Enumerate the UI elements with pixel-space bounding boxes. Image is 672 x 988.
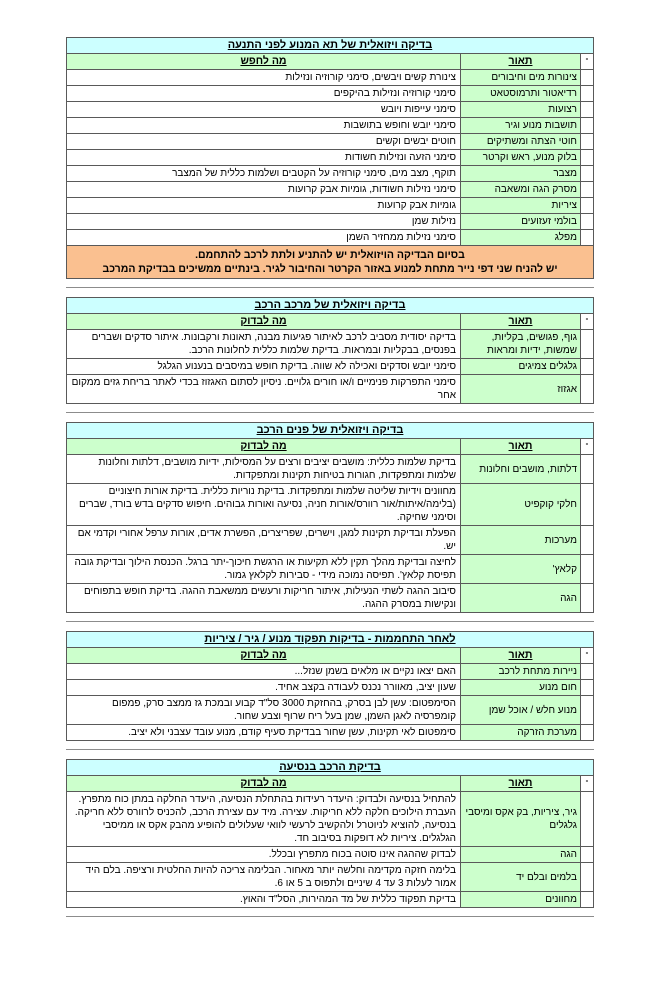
table-row (67, 229, 593, 245)
row-num-cell (580, 182, 593, 197)
table-row (67, 483, 593, 525)
row-label-cell: רצועות (460, 102, 580, 117)
row-desc-cell: סיבוב ההגה לשתי הנעילות, איתור חריקות ורעשים ממשאבת ההגה. בדיקת חופש בתפוחים ונקישות במסרק ההגה. (83, 586, 456, 610)
row-num-cell (580, 330, 593, 358)
row-label-cell: גלגלים צמיגים (460, 359, 580, 374)
note-box (67, 245, 593, 278)
corner-cell: - (580, 314, 593, 329)
table-row (67, 181, 593, 197)
spacer-line (66, 279, 594, 288)
table-row (67, 679, 593, 695)
table-row (67, 525, 593, 554)
row-desc-cell: לחיצה ובדיקת מהלך תקין ללא תקיעות או הרגשת חיכוך-יתר ברגל. הכנסת הילוך ובדיקת גובה תפיסת קלאץ'. תפיסה נמוכה מידי - סבירות לקלאץ גמור. (74, 557, 456, 581)
row-num-cell (580, 359, 593, 374)
row-num-cell (580, 166, 593, 181)
inspection-table (66, 631, 594, 741)
inspection-table (66, 297, 594, 404)
row-num-cell (580, 102, 593, 117)
row-num-cell (580, 526, 593, 554)
table-row (67, 891, 593, 907)
row-desc-cell: סימני התפרקות פנימיים ו/או חורים גלויים. ניסיון לסתום האגזוז בכדי לאתר בריחת גזים ממקום אחר (71, 377, 456, 401)
spacer-line (66, 741, 594, 750)
table-row (67, 149, 593, 165)
table-title: בדיקה ויזואלית של פנים הרכב (67, 423, 593, 438)
row-num-cell (580, 892, 593, 907)
col-header-desc: תאור (460, 439, 580, 454)
table-header-row (67, 647, 593, 663)
row-desc-cell: שעון יציב, מאוורר נכנס לעבודה בקצב אחיד. (275, 682, 456, 693)
corner-cell: - (580, 648, 593, 663)
table-row (67, 329, 593, 358)
row-desc-cell: בדיקת תפקוד כללית של מד המהירות, הסל"ד והאוץ. (240, 894, 456, 905)
row-num-cell (580, 134, 593, 149)
row-desc-cell: בדיקה יסודית מסביב לרכב לאיתור פגיעות מבנה, תאונות ורקבונות. איתור סדקים ושברים בפנסים, בבקליות ובמראות. בדיקת שלמות כללית לחלונות הרכב. (91, 332, 456, 356)
row-num-cell (580, 792, 593, 846)
col-header-check: מה לבדוק (67, 439, 460, 454)
table-row (67, 358, 593, 374)
row-desc-cell: הסימפטום: עשן לבן בסרק, בהחזקת 3000 סל"ד קבוע ובמכת גז ממצב סרק, פמפום קומפרסיה לאגן השמן, שמן בעל ריח שרוף וצבע שחור. (112, 698, 456, 722)
col-header-check: מה לבדוק (67, 776, 460, 791)
row-label-cell: הגה (460, 584, 580, 612)
row-desc-cell: סימפטום לאי תקינות, עשן שחור בבדיקת סעיף קודם, מנוע עובד עצבני ולא יציב. (128, 727, 456, 738)
table-row (67, 117, 593, 133)
row-label-cell: מסרק הגה ומשאבה (460, 182, 580, 197)
row-label-cell: מערכות (460, 526, 580, 554)
col-header-check: מה לבדוק (67, 648, 460, 663)
table-row (67, 85, 593, 101)
inspection-table (66, 37, 594, 279)
row-label-cell: מצבר (460, 166, 580, 181)
row-desc-cell: סימני יובש וסדקים ואכילה לא שווה. בדיקת חופש במיסבים בנענוע הגלגל (157, 361, 456, 372)
table-row (67, 165, 593, 181)
row-desc-cell: גומיות אבק קרועות (377, 200, 456, 211)
row-desc-cell: האם יצאו נקיים או מלאים בשמן שנזל... (294, 666, 456, 677)
row-desc-cell: סימני נזילות ממחזיר השמן (346, 232, 456, 243)
table-row (67, 374, 593, 403)
row-num-cell (580, 375, 593, 403)
table-row (67, 554, 593, 583)
row-label-cell: מפלג (460, 230, 580, 245)
col-header-desc: תאור (460, 648, 580, 663)
table-header-row (67, 438, 593, 454)
inspection-document (66, 37, 594, 917)
row-desc-cell: נזילות שמן (411, 216, 456, 227)
note-line: יש להניח שני דפי נייר מתחת למנוע באזור הקרטר והחיבור לגיר. בינתיים ממשיכים בבדיקת המרכב (102, 263, 558, 275)
col-header-check: מה לבדוק (67, 314, 460, 329)
corner-cell: - (580, 54, 593, 69)
table-row (67, 101, 593, 117)
row-num-cell (580, 198, 593, 213)
col-header-check: מה לחפש (67, 54, 460, 69)
row-num-cell (580, 484, 593, 525)
table-title: בדיקה ויזואלית של מרכב הרכב (67, 298, 593, 313)
row-desc-cell: סימני נזילות חשודות, גומיות אבק קרועות (288, 184, 456, 195)
row-num-cell (580, 847, 593, 862)
table-row (67, 862, 593, 891)
row-desc-cell: סימני הזעה ונזילות חשודות (344, 152, 456, 163)
row-label-cell: מנוע חלש / אוכל שמן (460, 696, 580, 724)
row-label-cell: בולמי זעזועים (460, 214, 580, 229)
table-row (67, 791, 593, 846)
row-desc-cell: מחוונים וידיות שליטה שלמות ומתפקדות. בדיקת נוריות כללית. בדיקת אורות חיצוניים (בלימה/איתות/אור רוורס/אורות חניה, נסיעה ואורות גבוהים. חיפוש סדקים בדש בורד, שברים וסימני שחיקה. (79, 486, 456, 523)
table-row (67, 454, 593, 483)
row-label-cell: תושבות מנוע וגיר (460, 118, 580, 133)
corner-cell: - (580, 776, 593, 791)
row-num-cell (580, 664, 593, 679)
row-label-cell: קלאץ' (460, 555, 580, 583)
row-num-cell (580, 584, 593, 612)
row-label-cell: חוטי הצתה ומשתיקים (460, 134, 580, 149)
table-row (67, 695, 593, 724)
row-num-cell (580, 725, 593, 740)
row-label-cell: ניירות מתחת לרכב (460, 664, 580, 679)
row-desc-cell: סימני יובש וחופש בתושבות (343, 120, 456, 131)
row-desc-cell: תוקף, מצב מים, סימני קורוזיה על הקטבים ושלמות כללית של המצבר (172, 168, 456, 179)
row-desc-cell: הפעלת ובדיקת תקינות למגן, וישרים, שפריצרים, הפשרת אדים, אורות ערפל אחורי וקדמי אם יש. (77, 528, 456, 552)
row-desc-cell: סימני עייפות ויובש (380, 104, 456, 115)
row-num-cell (580, 118, 593, 133)
row-num-cell (580, 455, 593, 483)
table-row (67, 583, 593, 612)
row-label-cell: ציריות (460, 198, 580, 213)
row-desc-cell: לבדוק שההגה אינו סוטה בכוח מתפרץ ובכלל. (268, 849, 456, 860)
col-header-desc: תאור (460, 54, 580, 69)
row-label-cell: הגה (460, 847, 580, 862)
spacer-line (66, 404, 594, 413)
row-label-cell: אגזוז (460, 375, 580, 403)
table-header-row (67, 775, 593, 791)
row-num-cell (580, 86, 593, 101)
row-num-cell (580, 863, 593, 891)
row-desc-cell: בלימה חזקה מקדימה וחלשה יותר מאחור. הבלימה צריכה להיות החלטית ורציפה. בלם היד אמור לעלות 3 עד 4 שיניים ולתפוס ב 5 או 6. (85, 865, 456, 889)
row-label-cell: חלקי קוקפיט (460, 484, 580, 525)
row-label-cell: מערכת הזרקה (460, 725, 580, 740)
table-title: בדיקת הרכב בנסיעה (67, 760, 593, 775)
inspection-table (66, 422, 594, 613)
row-num-cell (580, 555, 593, 583)
note-line: בסיום הבדיקה הויזואלית יש להתניע ולתת לרכב להתחמם. (195, 249, 465, 261)
table-header-row (67, 313, 593, 329)
row-desc-cell: חוטים יבשים וקשים (375, 136, 456, 147)
table-row (67, 213, 593, 229)
row-label-cell: גיר, ציריות, בק אקס ומיסבי גלגלים (460, 792, 580, 846)
table-title: לאחר התחממות - בדיקות תפקוד מנוע / גיר / ציריות (67, 632, 593, 647)
row-label-cell: מחוונים (460, 892, 580, 907)
table-row (67, 846, 593, 862)
row-label-cell: חום מנוע (460, 680, 580, 695)
row-desc-cell: צינורת קשים ויבשים, סימני קורוזיה ונזילות (285, 72, 456, 83)
table-title: בדיקה ויזואלית של תא המנוע לפני התנעה (67, 38, 593, 53)
col-header-desc: תאור (460, 776, 580, 791)
inspection-table (66, 759, 594, 908)
row-num-cell (580, 150, 593, 165)
row-desc-cell: בדיקת שלמות כללית: מושבים יציבים ורצים על המסילות, ידיות מושבים, דלתות וחלונות שלמות ומתפקדות, חגורות בטיחות תקינות ומתפקדות. (98, 457, 456, 481)
spacer-line (66, 908, 594, 917)
table-row (67, 724, 593, 740)
col-header-desc: תאור (460, 314, 580, 329)
row-num-cell (580, 696, 593, 724)
row-label-cell: בלמים ובלם יד (460, 863, 580, 891)
spacer-line (66, 613, 594, 622)
table-row (67, 663, 593, 679)
row-label-cell: צינורות מים וחיבורים (460, 70, 580, 85)
row-num-cell (580, 70, 593, 85)
table-row (67, 69, 593, 85)
row-desc-cell: סימני קורוזיה ונזילות בהיקפים (333, 88, 456, 99)
table-row (67, 197, 593, 213)
row-label-cell: דלתות, מושבים וחלונות (460, 455, 580, 483)
row-label-cell: רדיאטור ותרמוסטאט (460, 86, 580, 101)
row-num-cell (580, 214, 593, 229)
row-label-cell: גוף, פגושים, בקליות, שמשות, ידיות ומראות (460, 330, 580, 358)
row-num-cell (580, 680, 593, 695)
corner-cell: - (580, 439, 593, 454)
table-header-row (67, 53, 593, 69)
row-num-cell (580, 230, 593, 245)
row-label-cell: בלוק מנוע, ראש וקרטר (460, 150, 580, 165)
row-desc-cell: להתחיל בנסיעה ולבדוק: היעדר רעידות בהתחלת הנסיעה, היעדר החלקה במתן כוח מתפרץ. העברת הילוכים חלקה ללא חריקות. עצירה. מיד עם עצירת הרכב, להכניס לרוורס ללא חריקה. בנסיעה, להוציא לניוטרל ולהקשיב לרעשי לוואי שעלולים להופיע מהבק אקס או ממיסבי הגלגלים. ציריות לא דופקות בסיבוב חד. (74, 794, 456, 844)
table-row (67, 133, 593, 149)
